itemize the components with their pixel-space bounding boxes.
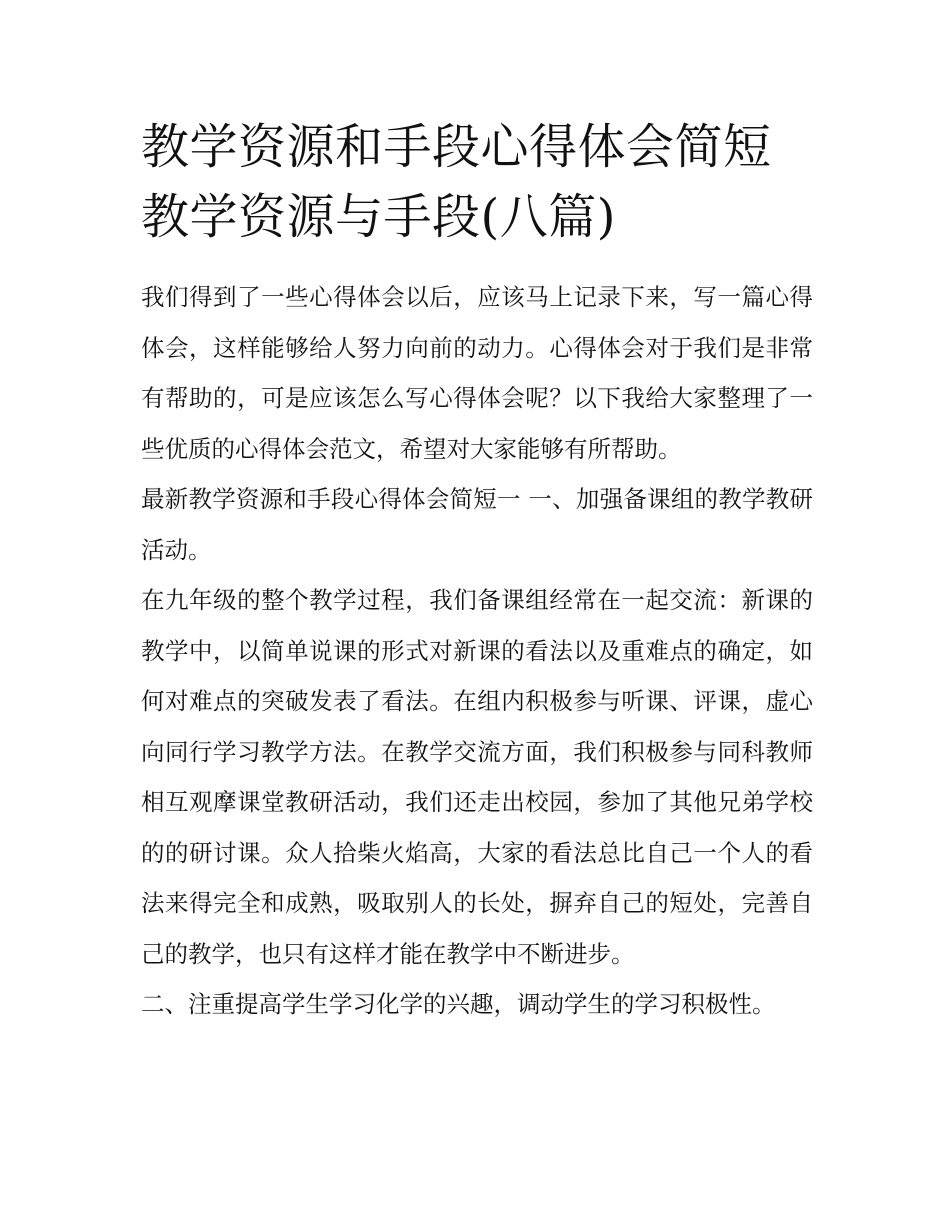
document-title: 教学资源和手段心得体会简短教学资源与手段(八篇) (141, 119, 772, 245)
paragraph-intro: 我们得到了一些心得体会以后，应该马上记录下来，写一篇心得体会，这样能够给人努力向前的动力。心得体会对于我们是非常有帮助的，可是应该怎么写心得体会呢？以下我给大家整理了一些优质的心得体会范文，希望对大家能够有所帮助。 (141, 283, 813, 463)
paragraph-section-one-body: 在九年级的整个教学过程，我们备课组经常在一起交流：新课的教学中，以简单说课的形式对新课的看法以及重难点的确定，如何对难点的突破发表了看法。在组内积极参与听课、评课，虚心向同行学习教学方法。在教学交流方面，我们积极参与同科教师相互观摩课堂教研活动，我们还走出校园，参加了其他兄弟学校的的研讨课。众人拾柴火焰高，大家的看法总比自己一个人的看法来得完全和成熟，吸取别人的长处，摒弃自己的短处，完善自己的教学，也只有这样才能在教学中不断进步。 (141, 586, 813, 968)
paragraph-section-two-heading: 二、注重提高学生学习化学的兴趣，调动学生的学习积极性。 (141, 990, 776, 1018)
paragraph-section-one-heading: 最新教学资源和手段心得体会简短一 一、加强备课组的教学教研活动。 (141, 485, 813, 564)
document-content (141, 112, 813, 1030)
